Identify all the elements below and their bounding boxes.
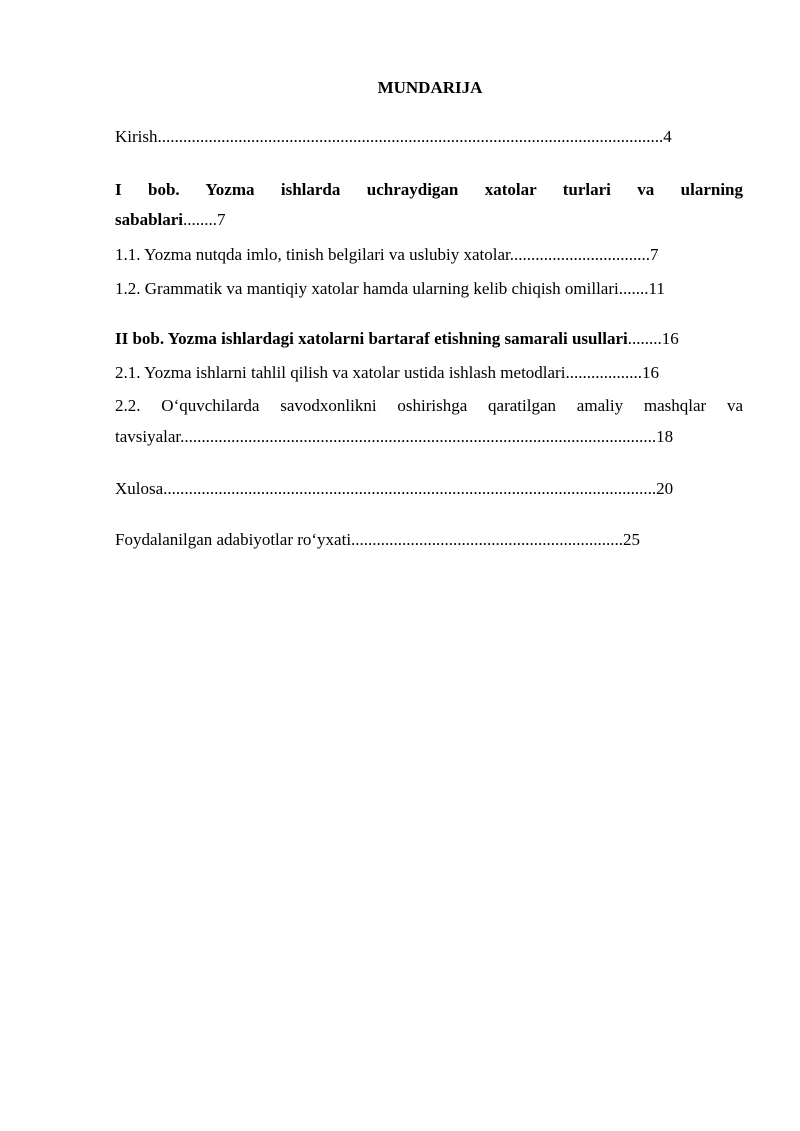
toc-entry-section-1-2: 1.2. Grammatik va mantiqiy xatolar hamda ularning kelib chiqish omillari.......11	[115, 279, 665, 298]
toc-entry-section-1-1: 1.1. Yozma nutqda imlo, tinish belgilari va uslubiy xatolar.................................7	[115, 245, 659, 264]
toc-entry-section-2-2-line-1: 2.2. O‘quvchilarda savodxonlikni oshirishga qaratilgan amaliy mashqlar va	[115, 396, 743, 415]
toc-chapter-1-page-leader: ........7	[183, 210, 226, 229]
toc-chapter-2-page-leader: ........16	[627, 329, 679, 348]
toc-entry-xulosa: Xulosa....................................................................................................................20	[115, 479, 674, 498]
page-title: MUNDARIJA	[377, 78, 483, 97]
toc-chapter-2-heading	[115, 327, 743, 351]
toc-chapter-2-heading-bold-part: II bob. Yozma ishlardagi xatolarni bartaraf etishning samarali usullari	[115, 329, 628, 348]
toc-entry-section-2-2-line-2: tavsiyalar................................................................................................................18	[115, 427, 674, 446]
toc-entry-adabiyotlar: Foydalanilgan adabiyotlar ro‘yxati................................................................25	[115, 530, 641, 549]
toc-chapter-1-heading-bold-part: sabablari	[115, 210, 184, 229]
toc-entry-section-2-1: 2.1. Yozma ishlarni tahlil qilish va xatolar ustida ishlash metodlari..................16	[115, 363, 659, 382]
toc-chapter-1-heading-line-1: I bob. Yozma ishlarda uchraydigan xatolar turlari va ularning	[115, 180, 743, 199]
toc-entry-kirish: Kirish.......................................................................................................................4	[115, 127, 672, 146]
toc-chapter-1-heading-line-2	[115, 208, 743, 232]
